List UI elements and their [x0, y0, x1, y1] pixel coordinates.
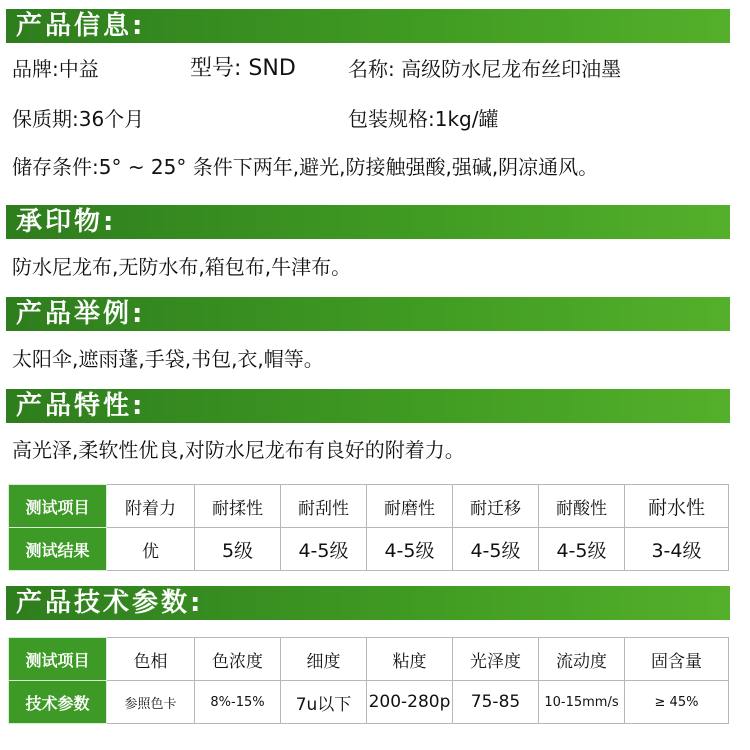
table-cell: 7u以下 — [281, 681, 367, 724]
table-cell: 粘度 — [367, 638, 453, 681]
table-cell: 优 — [107, 528, 195, 571]
examples-text: 太阳伞,遮雨蓬,手袋,书包,衣,帽等。 — [12, 347, 324, 371]
table-cell: 200-280p — [367, 681, 453, 724]
table-cell: 参照色卡 — [107, 681, 195, 724]
table-header-cell: 测试结果 — [9, 528, 107, 571]
model-text: 型号: SND — [190, 56, 296, 81]
table-cell: 10-15mm/s — [539, 681, 625, 724]
table-cell: 4-5级 — [453, 528, 539, 571]
table-cell: 耐磨性 — [367, 485, 453, 528]
table-cell: ≥ 45% — [625, 681, 729, 724]
product-name-text: 名称: 高级防水尼龙布丝印油墨 — [348, 57, 622, 81]
table-cell: 3-4级 — [625, 528, 729, 571]
section-title-examples: 产品举例: — [16, 299, 146, 329]
table-cell: 75-85 — [453, 681, 539, 724]
table-cell: 4-5级 — [367, 528, 453, 571]
substrate-text: 防水尼龙布,无防水布,箱包布,牛津布。 — [12, 255, 352, 279]
section-title-tech: 产品技术参数: — [16, 588, 204, 618]
table-cell: 耐水性 — [625, 485, 729, 528]
section-header-substrate — [6, 205, 730, 239]
table-row — [9, 528, 729, 571]
features-text: 高光泽,柔软性优良,对防水尼龙布有良好的附着力。 — [12, 438, 465, 462]
table-row — [9, 638, 729, 681]
section-header-tech — [6, 586, 730, 620]
table-cell: 8%-15% — [195, 681, 281, 724]
table-cell: 细度 — [281, 638, 367, 681]
section-header-features — [6, 389, 730, 423]
table-cell: 耐迁移 — [453, 485, 539, 528]
packaging-text: 包装规格:1kg/罐 — [348, 107, 499, 131]
section-title-substrate: 承印物: — [16, 207, 117, 237]
table-header-cell: 测试项目 — [9, 638, 107, 681]
section-title-info: 产品信息: — [16, 11, 146, 41]
storage-text: 储存条件:5° ~ 25° 条件下两年,避光,防接触强酸,强碱,阴凉通风。 — [12, 155, 599, 179]
table-header-cell: 测试项目 — [9, 485, 107, 528]
table-cell: 耐酸性 — [539, 485, 625, 528]
table-cell: 4-5级 — [539, 528, 625, 571]
table-cell: 固含量 — [625, 638, 729, 681]
table-cell: 附着力 — [107, 485, 195, 528]
table-cell: 色相 — [107, 638, 195, 681]
table-cell: 流动度 — [539, 638, 625, 681]
table-cell: 光泽度 — [453, 638, 539, 681]
table-cell: 4-5级 — [281, 528, 367, 571]
brand-text: 品牌:中益 — [12, 57, 99, 81]
table-cell: 耐刮性 — [281, 485, 367, 528]
shelf-life-text: 保质期:36个月 — [12, 107, 145, 131]
table-row — [9, 485, 729, 528]
table-cell: 5级 — [195, 528, 281, 571]
table-header-cell: 技术参数 — [9, 681, 107, 724]
table-cell: 色浓度 — [195, 638, 281, 681]
tech-params-table — [8, 637, 729, 724]
section-header-examples — [6, 297, 730, 331]
test-results-table — [8, 484, 729, 571]
table-row — [9, 681, 729, 724]
section-header-info — [6, 9, 730, 43]
table-cell: 耐揉性 — [195, 485, 281, 528]
section-title-features: 产品特性: — [16, 391, 146, 421]
